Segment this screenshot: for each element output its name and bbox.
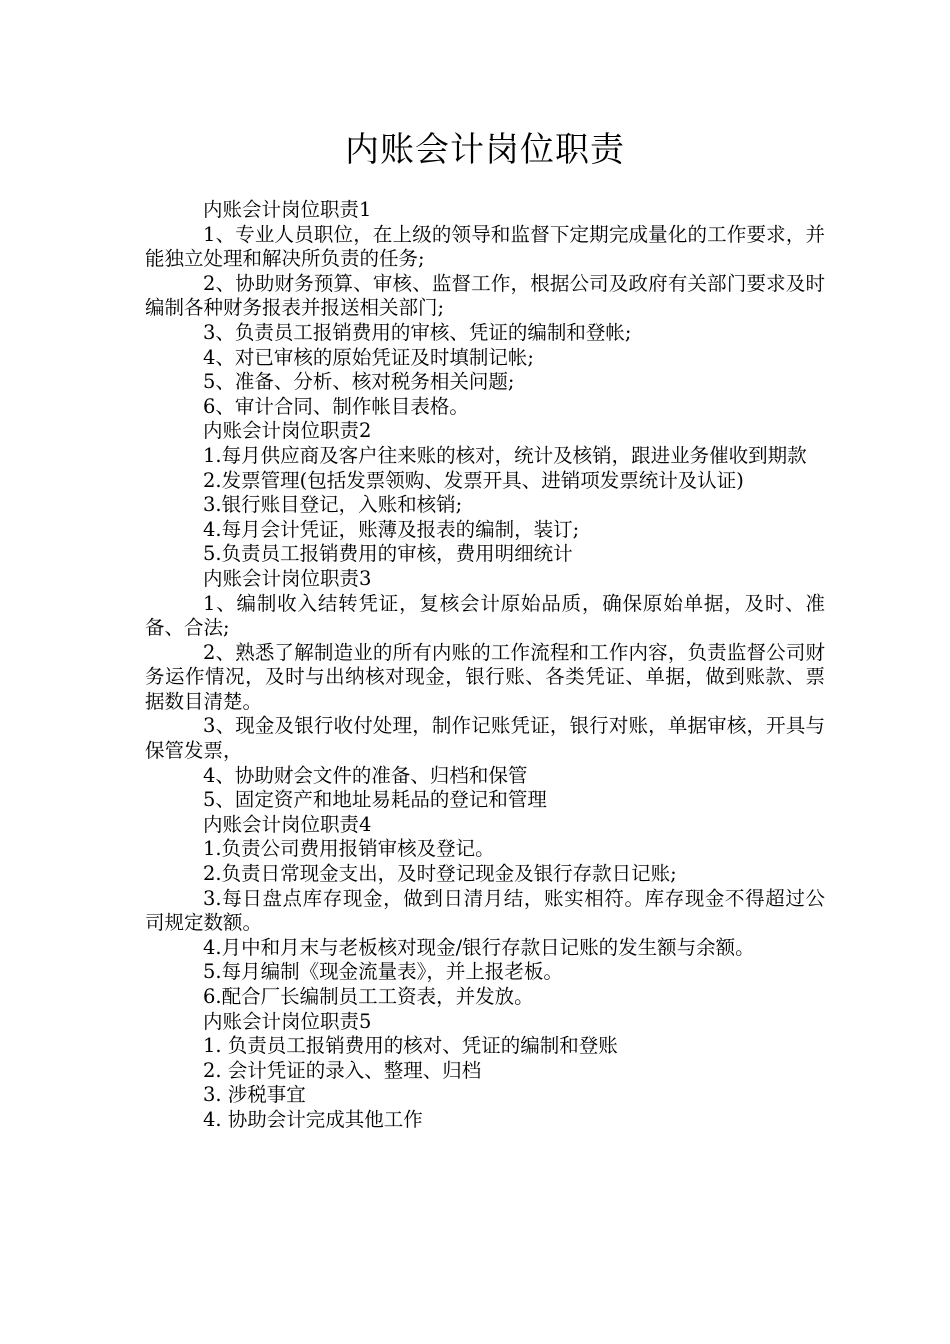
- paragraph: 3.银行账目登记，入账和核销;: [203, 493, 463, 517]
- paragraph: 3、现金及银行收付处理，制作记账凭证，银行对账，单据审核，开具与保管发票，: [145, 714, 825, 763]
- paragraph: 1.每月供应商及客户往来账的核对，统计及核销，跟进业务催收到期款: [203, 443, 807, 467]
- paragraph: 4. 协助会计完成其他工作: [203, 1107, 423, 1131]
- document-page: [145, 128, 825, 1133]
- paragraph: 4、对已审核的原始凭证及时填制记帐;: [203, 345, 534, 369]
- paragraph: 1. 负责员工报销费用的核对、凭证的编制和登账: [203, 1034, 618, 1058]
- paragraph: 4.月中和月末与老板核对现金/银行存款日记账的发生额与余额。: [203, 935, 755, 959]
- paragraph: 5.每月编制《现金流量表》，并上报老板。: [203, 960, 563, 984]
- paragraph: 2. 会计凭证的录入、整理、归档: [203, 1058, 482, 1082]
- paragraph: 1、编制收入结转凭证，复核会计原始品质，确保原始单据，及时、准备、合法;: [145, 591, 825, 640]
- paragraph: 1.负责公司费用报销审核及登记。: [203, 837, 495, 861]
- paragraph: 4、协助财会文件的准备、归档和保管: [203, 763, 528, 787]
- section-heading-4: 内账会计岗位职责4: [203, 812, 372, 836]
- paragraph: 5.负责员工报销费用的审核，费用明细统计: [203, 542, 573, 566]
- paragraph: 3.每日盘点库存现金，做到日清月结，账实相符。库存现金不得超过公司规定数额。: [145, 886, 825, 935]
- paragraph: 6.配合厂长编制员工工资表，并发放。: [203, 985, 534, 1008]
- paragraph: 1、专业人员职位，在上级的领导和监督下定期完成量化的工作要求，并能独立处理和解决所负责的任务;: [145, 222, 825, 271]
- paragraph: 3. 涉税事宜: [203, 1083, 306, 1107]
- section-heading-5: 内账会计岗位职责5: [203, 1009, 372, 1033]
- paragraph: 5、准备、分析、核对税务相关问题;: [203, 370, 515, 394]
- paragraph: 5、固定资产和地址易耗品的登记和管理: [203, 788, 547, 812]
- paragraph: 3、负责员工报销费用的审核、凭证的编制和登帐;: [203, 320, 632, 344]
- section-heading-1: 内账会计岗位职责1: [203, 198, 372, 221]
- paragraph: 2.负责日常现金支出，及时登记现金及银行存款日记账;: [203, 862, 677, 886]
- document-body: [145, 198, 825, 1133]
- section-heading-2: 内账会计岗位职责2: [203, 419, 372, 443]
- paragraph: 2、协助财务预算、审核、监督工作，根据公司及政府有关部门要求及时编制各种财务报表并报送相关部门;: [145, 271, 825, 320]
- paragraph: 2.发票管理(包括发票领购、发票开具、进销项发票统计及认证): [203, 468, 744, 492]
- section-heading-3: 内账会计岗位职责3: [203, 566, 372, 590]
- document-title: 内账会计岗位职责: [345, 130, 625, 170]
- paragraph: 2、熟悉了解制造业的所有内账的工作流程和工作内容，负责监督公司财务运作情况，及时与出纳核对现金，银行账、各类凭证、单据，做到账款、票据数目清楚。: [145, 640, 825, 713]
- paragraph: 6、审计合同、制作帐目表格。: [203, 394, 469, 418]
- paragraph: 4.每月会计凭证，账薄及报表的编制，装订;: [203, 517, 580, 541]
